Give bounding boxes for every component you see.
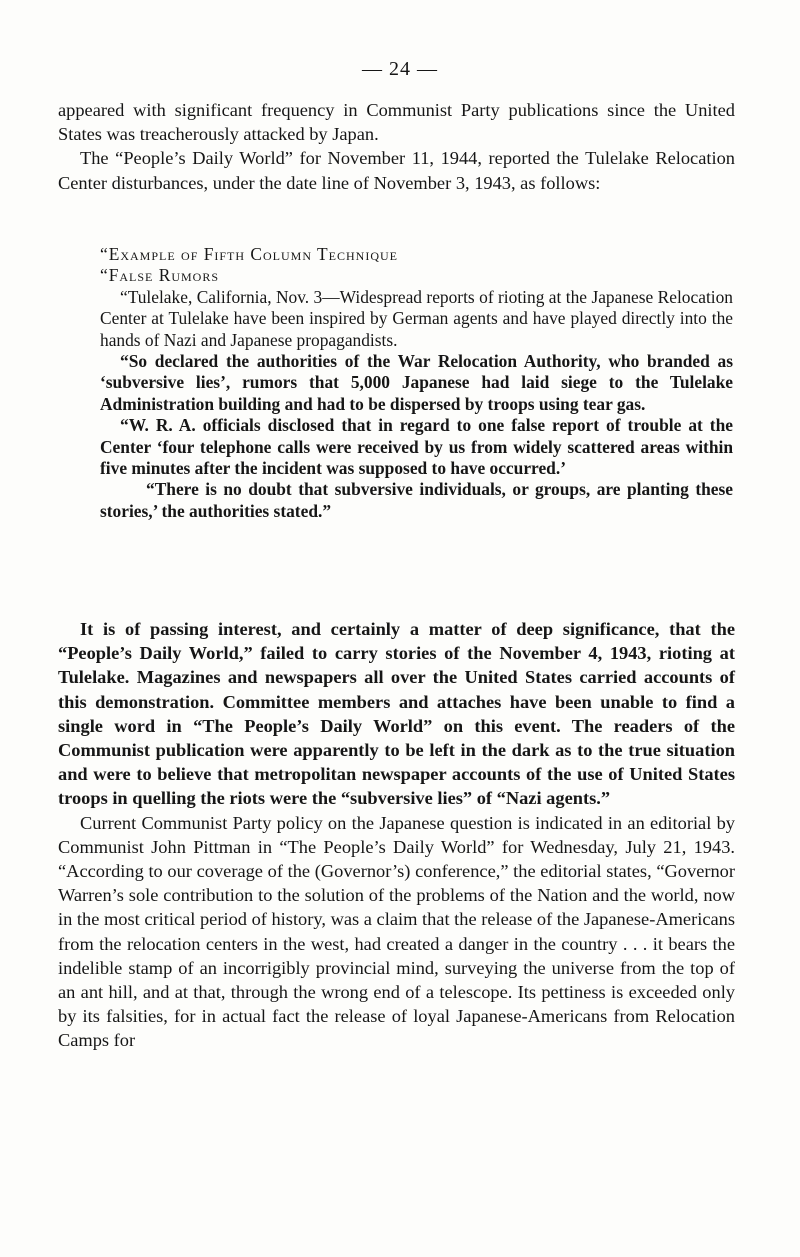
commentary-section — [58, 617, 735, 1053]
quote-paragraph-2: “So declared the authorities of the War Relocation Authority, who branded as ‘subversive lies’, rumors that 5,000 Japanese had laid siege to the Tulelake Administration building and had to be dispersed by troops using tear gas. — [100, 351, 733, 414]
quote-heading-rumors: “False Rumors — [100, 265, 220, 286]
intro-section — [58, 98, 735, 195]
quote-paragraph-1: “Tulelake, California, Nov. 3—Widespread reports of rioting at the Japanese Relocation Center at Tulelake have been inspired by German agents and have played directly into the hands of Nazi and Japanese propagandists. — [100, 286, 733, 350]
commentary-paragraph-editorial: Current Communist Party policy on the Japanese question is indicated in an editorial by Communist John Pittman in “The People’s Daily World” for Wednesday, July 21, 1943. “According to our coverage of the (Governor’s) conference,” the editorial states, “Governor Warren’s sole contribution to the solution of the problems of the Nation and the world, now in the most critical period of history, was a claim that the release of the Japanese-Americans from the relocation centers in the west, had created a danger in the country . . . it bears the indelible stamp of an incorrigibly provincial mind, surveying the universe from the top of an ant hill, and at that, through the wrong end of a telescope. Its pettiness is exceeded only by its falsities, for in actual fact the release of loyal Japanese-Americans from Relocation Camps for — [58, 812, 735, 1051]
intro-paragraph-continued: appeared with significant frequency in Communist Party publications since the United States was treacherously attacked by Japan. — [58, 100, 735, 145]
quote-paragraph-3: “W. R. A. officials disclosed that in regard to one false report of trouble at the Center ‘four telephone calls were received by us from widely scattered areas within five minutes after the incident was supposed to have occurred.’ — [100, 415, 733, 479]
quote-paragraph-4: “There is no doubt that subversive individuals, or groups, are planting these stories,’ the authorities stated.” — [100, 479, 733, 521]
newspaper-quotation — [100, 244, 733, 522]
quote-heading-technique: “Example of Fifth Column Technique — [100, 244, 398, 264]
intro-paragraph-report: The “People’s Daily World” for November 11, 1944, reported the Tulelake Relocation Center disturbances, under the date line of November 3, 1943, as follows: — [58, 148, 735, 193]
page-number: — 24 — — [362, 58, 438, 80]
commentary-paragraph-significance: It is of passing interest, and certainly a matter of deep significance, that the “People’s Daily World,” failed to carry stories of the November 4, 1943, rioting at Tulelake. Magazines and newspapers all over the United States carried accounts of this demonstration. Committee members and attaches have been unable to find a single word in “The People’s Daily World” on this event. The readers of the Communist publication were apparently to be left in the dark as to the true situation and were to believe that metropolitan newspaper accounts of the use of United States troops in quelling the riots were the “subversive lies” of “Nazi agents.” — [58, 619, 735, 809]
